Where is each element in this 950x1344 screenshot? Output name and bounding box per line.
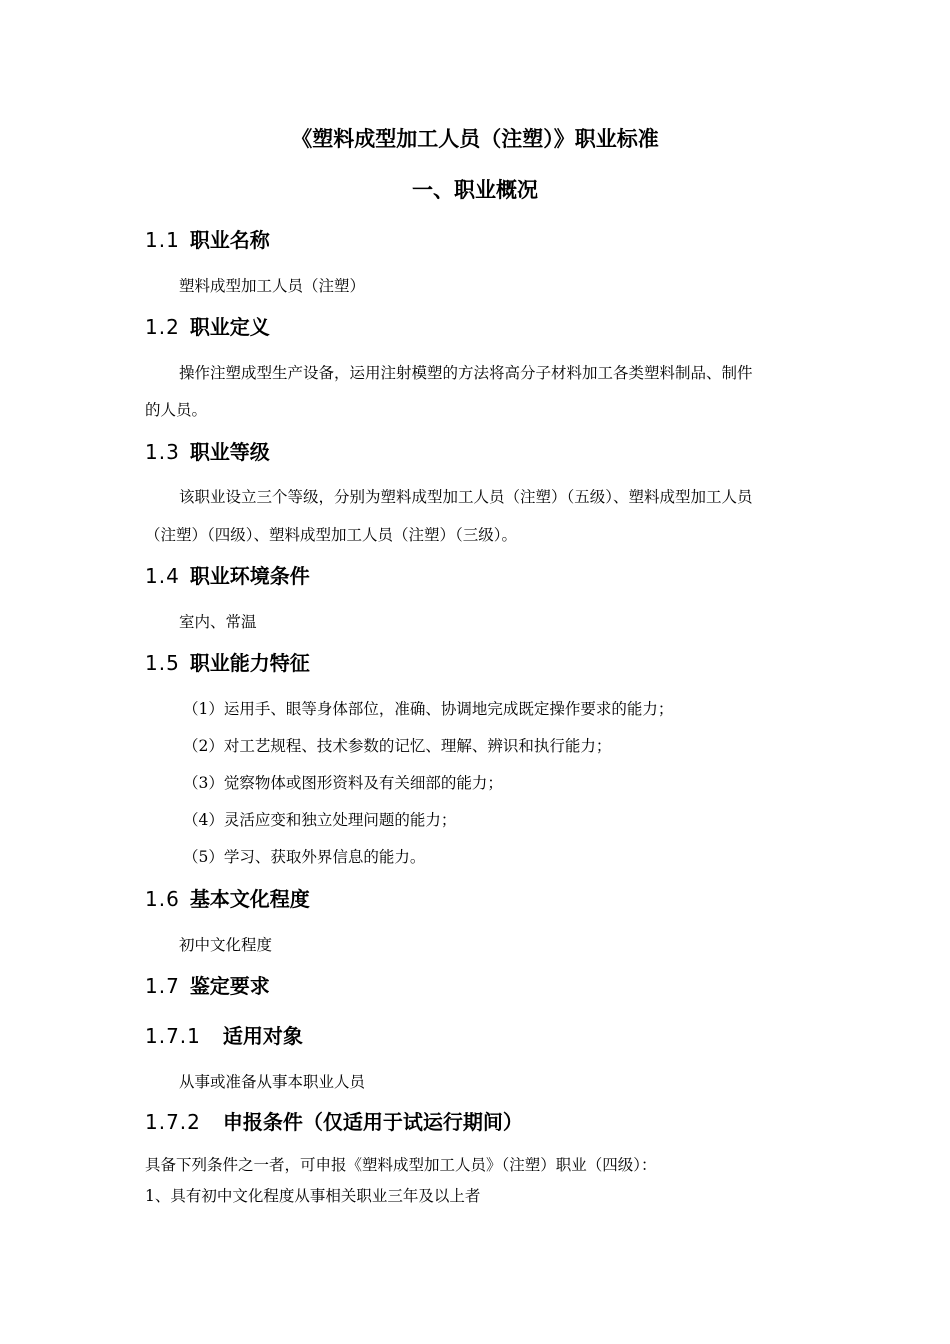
section-heading-1-2	[145, 311, 270, 340]
paragraph: 的人员。	[145, 401, 208, 419]
section-title: 基本文化程度	[189, 887, 310, 911]
section-number: 1.7	[145, 974, 180, 998]
paragraph: 从事或准备从事本职业人员	[179, 1073, 366, 1091]
paragraph: 该职业设立三个等级，分别为塑料成型加工人员（注塑）（五级）、塑料成型加工人员	[179, 488, 753, 506]
section-title: 职业等级	[189, 440, 270, 464]
paragraph: 室内、常温	[179, 613, 257, 631]
section-number: 1.6	[145, 887, 180, 911]
section-heading-1-7	[145, 970, 270, 999]
paragraph: 初中文化程度	[179, 936, 273, 954]
section-title: 职业名称	[189, 228, 270, 252]
paragraph: （注塑）（四级）、塑料成型加工人员（注塑）（三级）。	[145, 526, 518, 544]
section-number: 1.3	[145, 440, 180, 464]
section-title: 职业能力特征	[189, 651, 310, 675]
section-title: 鉴定要求	[189, 974, 270, 998]
document-title: 《塑料成型加工人员（注塑）》职业标准	[291, 127, 659, 151]
section-title: 职业定义	[189, 315, 270, 339]
chapter-heading: 一、职业概况	[412, 178, 538, 202]
subsection-heading-1-7-2	[145, 1106, 523, 1135]
paragraph: 1、具有初中文化程度从事相关职业三年及以上者	[145, 1187, 481, 1205]
section-number: 1.7.1	[145, 1024, 201, 1048]
list-item: （2）对工艺规程、技术参数的记忆、理解、辨识和执行能力；	[183, 737, 612, 755]
section-number: 1.1	[145, 228, 180, 252]
section-heading-1-5	[145, 647, 310, 676]
section-heading-1-1	[145, 224, 270, 253]
paragraph: 具备下列条件之一者，可申报《塑料成型加工人员》（注塑）职业（四级）：	[145, 1156, 657, 1174]
list-item: （4）灵活应变和独立处理问题的能力；	[183, 811, 457, 829]
section-number: 1.7.2	[145, 1110, 201, 1134]
section-title: 申报条件（仅适用于试运行期间）	[222, 1110, 523, 1134]
section-title: 职业环境条件	[189, 564, 310, 588]
section-heading-1-4	[145, 560, 310, 589]
subsection-heading-1-7-1	[145, 1020, 303, 1049]
section-title: 适用对象	[222, 1024, 303, 1048]
section-number: 1.2	[145, 315, 180, 339]
paragraph: 操作注塑成型生产设备，运用注射模塑的方法将高分子材料加工各类塑料制品、制件	[179, 364, 753, 382]
paragraph: 塑料成型加工人员（注塑）	[179, 277, 366, 295]
section-number: 1.5	[145, 651, 180, 675]
section-heading-1-3	[145, 436, 270, 465]
list-item: （5）学习、获取外界信息的能力。	[183, 848, 426, 866]
list-item: （3）觉察物体或图形资料及有关细部的能力；	[183, 774, 503, 792]
list-item: （1）运用手、眼等身体部位，准确、协调地完成既定操作要求的能力；	[183, 700, 674, 718]
section-number: 1.4	[145, 564, 180, 588]
section-heading-1-6	[145, 883, 310, 912]
